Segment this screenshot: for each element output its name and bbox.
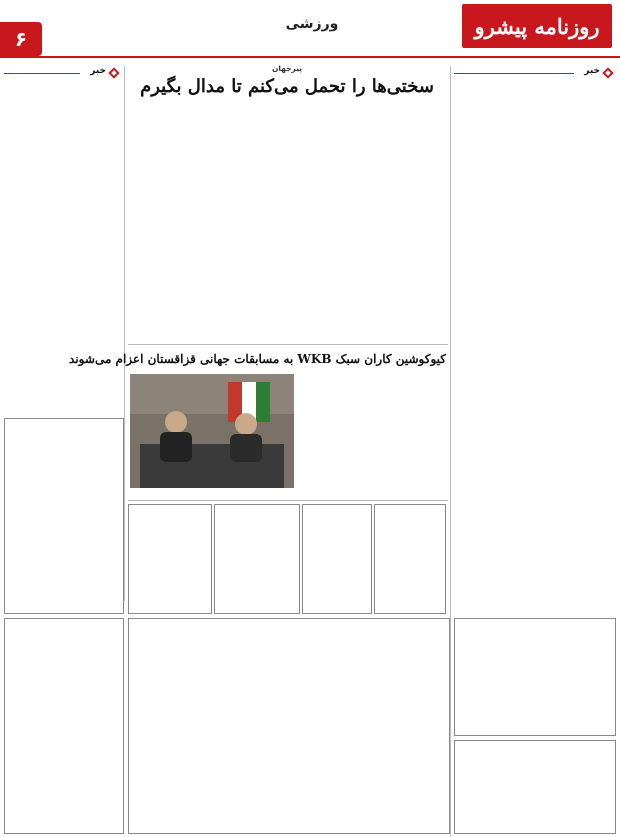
- ad-box: [302, 504, 372, 614]
- section-title: ورزشی: [285, 16, 339, 32]
- ad-box: [454, 618, 616, 736]
- newspaper-logo: روزنامه پیشرو: [462, 4, 612, 48]
- ad-text: [215, 505, 299, 587]
- ad-box: [214, 504, 300, 614]
- ad-text: [375, 505, 445, 587]
- ad-text: [303, 505, 371, 587]
- story-kicker: پیرجهان: [271, 64, 303, 73]
- ad-box: [4, 418, 124, 614]
- ad-text: [129, 505, 211, 587]
- masthead-rule: [0, 56, 620, 58]
- lead-headline: سختی‌ها را تحمل می‌کنم تا مدال بگیرم: [140, 76, 434, 97]
- article-body: [454, 120, 612, 606]
- page-number: ۶: [0, 22, 42, 56]
- second-headline: کیوکوشین کاران سبک WKB به مسابقات جهانی قزاقستان اعزام می‌شوند: [69, 352, 446, 366]
- photo-illustration: [130, 374, 294, 488]
- ad-text: [5, 619, 123, 807]
- section-rule: [128, 500, 448, 501]
- column-rule: [450, 66, 451, 836]
- ad-box: [128, 618, 450, 834]
- article-body: [6, 122, 120, 414]
- ad-box: [454, 740, 616, 834]
- column-rule: [124, 66, 125, 601]
- ad-text: [129, 619, 449, 807]
- section-rule: [128, 344, 448, 345]
- ad-box: [4, 618, 124, 834]
- press-conference-photo: [130, 374, 294, 488]
- news-label-right: خبر: [454, 66, 614, 80]
- ad-text: [5, 419, 123, 587]
- ad-box: [128, 504, 212, 614]
- ad-box: [374, 504, 446, 614]
- diamond-icon: [602, 67, 613, 78]
- diamond-icon: [108, 67, 119, 78]
- ad-text: [455, 619, 615, 709]
- ad-text: [455, 741, 615, 809]
- label-rule: [454, 73, 574, 74]
- second-story-body: [300, 374, 446, 498]
- lead-story-body: [130, 100, 446, 340]
- label-rule: [4, 73, 80, 74]
- news-label-left: خبر: [4, 66, 120, 80]
